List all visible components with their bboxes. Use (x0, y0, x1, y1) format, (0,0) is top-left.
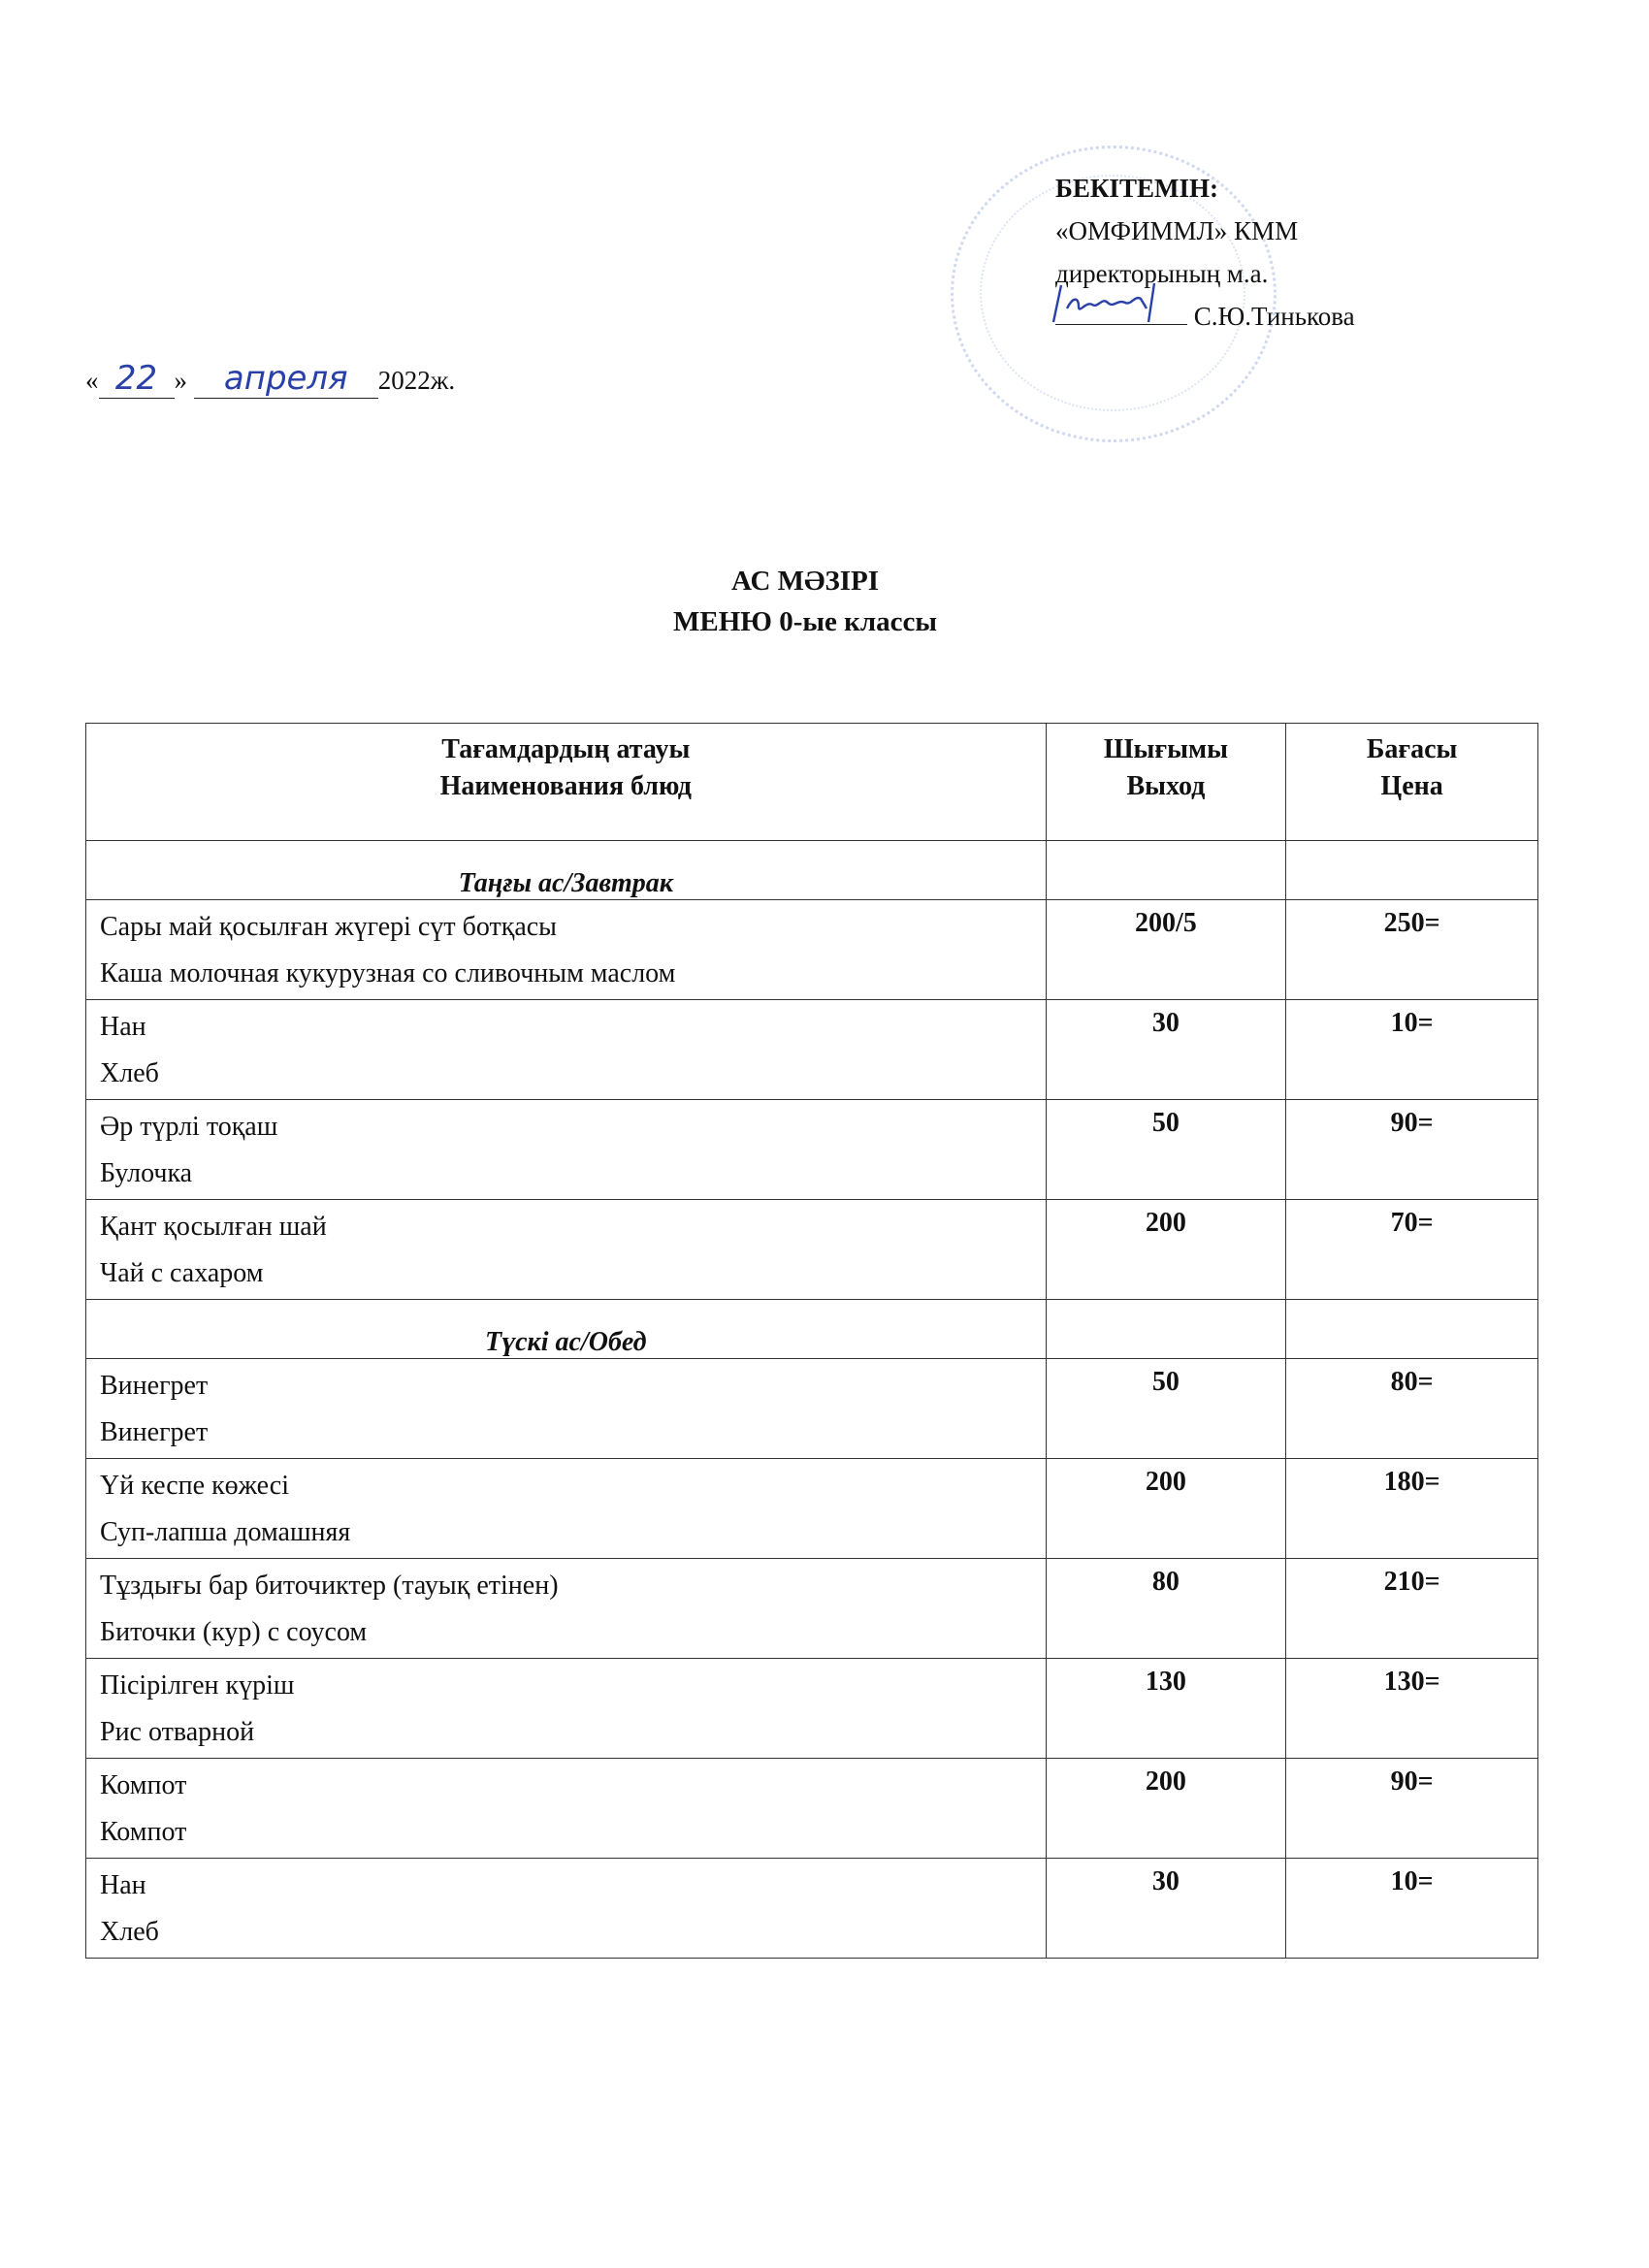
dish-price: 250= (1286, 900, 1538, 1000)
dish-name-kz: Әр түрлі тоқаш (100, 1112, 278, 1142)
header-dish-name (86, 724, 1047, 841)
header-price (1286, 724, 1538, 841)
dish-output: 80 (1046, 1559, 1286, 1659)
dish-name-kz: Тұздығы бар биточиктер (тауық етінен) (100, 1571, 559, 1601)
approver-name: С.Ю.Тинькова (1193, 302, 1355, 331)
dish-name-cell (86, 1459, 1047, 1559)
section-empty-cell (1286, 841, 1538, 900)
header-price-kz: Бағасы (1366, 734, 1458, 764)
section-empty-cell (1046, 1300, 1286, 1359)
table-row (86, 1659, 1538, 1759)
date-open-quote: « (85, 366, 99, 395)
section-label-breakfast: Таңғы ас/Завтрак (86, 841, 1047, 900)
dish-name-ru: Винегрет (100, 1417, 209, 1447)
dish-name-kz: Компот (100, 1770, 187, 1800)
dish-output: 200 (1046, 1459, 1286, 1559)
dish-name-kz: Винегрет (100, 1371, 209, 1401)
dish-price: 80= (1286, 1359, 1538, 1459)
dish-name-kz: Қант қосылған шай (100, 1212, 327, 1242)
table-row (86, 1559, 1538, 1659)
dish-price: 180= (1286, 1459, 1538, 1559)
dish-name-ru: Булочка (100, 1158, 193, 1188)
header-price-ru: Цена (1380, 771, 1443, 801)
table-row (86, 1359, 1538, 1459)
table-row (86, 1100, 1538, 1200)
section-row-lunch (86, 1300, 1538, 1359)
dish-name-ru: Биточки (кур) с соусом (100, 1617, 368, 1647)
dish-price: 210= (1286, 1559, 1538, 1659)
dish-name-cell (86, 1000, 1047, 1100)
approval-signature-line (1055, 295, 1355, 338)
date-day: 22 (99, 359, 175, 399)
approval-position: директорының м.а. (1055, 259, 1269, 288)
section-empty-cell (1046, 841, 1286, 900)
table-row (86, 1459, 1538, 1559)
dish-name-ru: Чай с сахаром (100, 1258, 264, 1288)
dish-name-ru: Суп-лапша домашняя (100, 1517, 351, 1547)
dish-name-cell (86, 1100, 1047, 1200)
dish-price: 70= (1286, 1200, 1538, 1300)
date-close-quote: » (174, 366, 187, 395)
date-month: апреля (194, 359, 378, 399)
dish-output: 50 (1046, 1359, 1286, 1459)
dish-output: 200/5 (1046, 900, 1286, 1000)
header-name-kz: Тағамдардың атауы (441, 734, 691, 764)
dish-name-kz: Пісірілген күріш (100, 1670, 295, 1701)
dish-name-cell (86, 1559, 1047, 1659)
section-row-breakfast (86, 841, 1538, 900)
title-line-kz: АС МӘЗІРІ (730, 566, 880, 597)
dish-name-kz: Нан (100, 1870, 146, 1900)
dish-output: 200 (1046, 1759, 1286, 1859)
dish-name-kz: Үй кеспе көжесі (100, 1471, 289, 1501)
date-year: 2022ж. (377, 366, 456, 395)
table-row (86, 900, 1538, 1000)
lunch-section (86, 1300, 1538, 1959)
dish-name-ru: Каша молочная кукурузная со сливочным маслом (100, 958, 676, 988)
title-line-ru: МЕНЮ 0-ые классы (673, 606, 937, 637)
header-output-ru: Выход (1126, 771, 1206, 801)
approval-block (1055, 167, 1355, 338)
dish-name-cell (86, 900, 1047, 1000)
section-empty-cell (1286, 1300, 1538, 1359)
dish-name-cell (86, 1859, 1047, 1959)
dish-name-kz: Нан (100, 1012, 146, 1042)
header-output (1046, 724, 1286, 841)
dish-name-cell (86, 1359, 1047, 1459)
dish-output: 50 (1046, 1100, 1286, 1200)
dish-name-ru: Рис отварной (100, 1717, 255, 1747)
table-row (86, 1859, 1538, 1959)
dish-output: 200 (1046, 1200, 1286, 1300)
dish-output: 30 (1046, 1000, 1286, 1100)
table-row (86, 1200, 1538, 1300)
document-title (0, 561, 1610, 642)
handwritten-signature (1055, 303, 1187, 325)
menu-table (85, 723, 1538, 1959)
dish-name-cell (86, 1759, 1047, 1859)
dish-price: 90= (1286, 1759, 1538, 1859)
dish-name-cell (86, 1659, 1047, 1759)
dish-price: 90= (1286, 1100, 1538, 1200)
table-row (86, 1759, 1538, 1859)
approval-organization: «ОМФИММЛ» КММ (1055, 216, 1299, 245)
dish-name-kz: Сары май қосылған жүгері сүт ботқасы (100, 912, 557, 942)
header-output-kz: Шығымы (1103, 734, 1228, 764)
section-label-lunch: Түскі ас/Обед (86, 1300, 1047, 1359)
approval-heading: БЕКІТЕМІН: (1055, 174, 1218, 203)
header-name-ru: Наименования блюд (439, 771, 692, 801)
dish-price: 130= (1286, 1659, 1538, 1759)
dish-output: 130 (1046, 1659, 1286, 1759)
dish-price: 10= (1286, 1000, 1538, 1100)
table-header-row (86, 724, 1538, 841)
dish-name-ru: Компот (100, 1817, 187, 1847)
dish-output: 30 (1046, 1859, 1286, 1959)
approval-date (85, 359, 455, 399)
dish-price: 10= (1286, 1859, 1538, 1959)
dish-name-ru: Хлеб (100, 1058, 159, 1088)
table-row (86, 1000, 1538, 1100)
dish-name-cell (86, 1200, 1047, 1300)
dish-name-ru: Хлеб (100, 1917, 159, 1947)
breakfast-section (86, 841, 1538, 1300)
